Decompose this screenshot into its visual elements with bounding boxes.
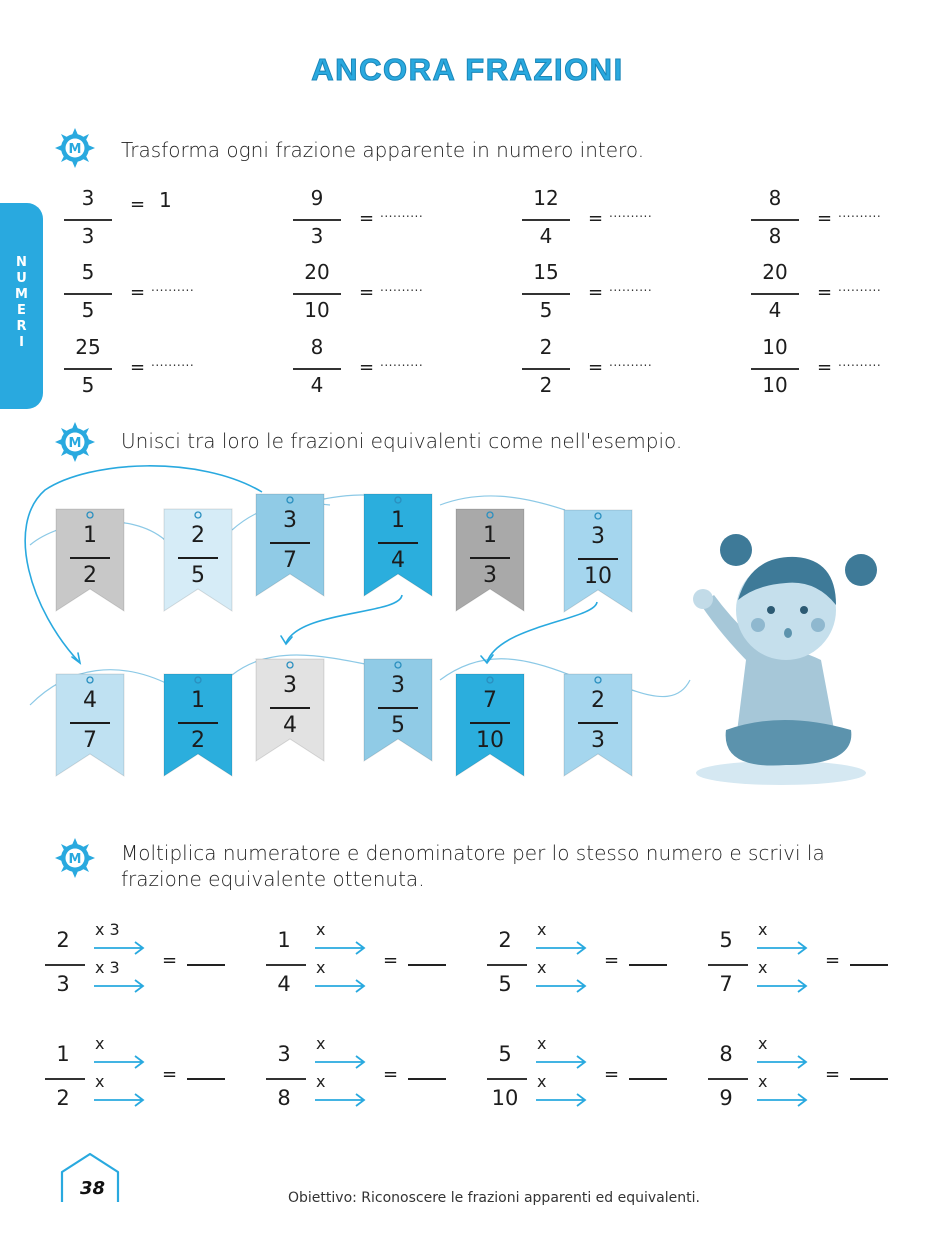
fraction-bar <box>487 964 527 966</box>
exercise3-instruction-line1: Moltiplica numeratore e denominatore per lo stesso numero e scrivi la <box>121 841 825 865</box>
fraction-numerator: 20 <box>762 260 788 284</box>
flag-fraction-bar <box>578 558 618 560</box>
multiply-arrow-icon <box>535 979 590 993</box>
multiplier-bottom[interactable]: x <box>758 958 768 977</box>
fraction <box>43 928 83 998</box>
equals-sign: = <box>588 208 604 229</box>
fraction-bar <box>708 964 748 966</box>
fraction-bar <box>266 1078 306 1080</box>
fraction-numerator: 2 <box>56 928 70 952</box>
multiply-arrow-icon <box>93 941 148 955</box>
fraction-denominator: 5 <box>539 298 553 322</box>
multiply-arrow-icon <box>93 1055 148 1069</box>
fraction-numerator: 3 <box>81 186 95 210</box>
flag-denominator: 10 <box>584 564 612 589</box>
fraction <box>264 1042 304 1112</box>
fraction-flag[interactable] <box>454 505 526 617</box>
answer-blank[interactable] <box>629 1078 667 1080</box>
fraction-numerator: 15 <box>533 260 559 284</box>
equals-sign: = <box>130 194 146 215</box>
multiply-arrow-icon <box>756 979 811 993</box>
fraction-denominator: 4 <box>277 972 291 996</box>
fraction <box>516 186 576 248</box>
flag-numerator: 1 <box>483 523 497 548</box>
equals-sign: = <box>162 950 178 971</box>
answer-blank[interactable]: .......... <box>838 280 882 294</box>
fraction-bar <box>64 293 112 295</box>
fraction <box>58 186 118 248</box>
fraction <box>516 260 576 322</box>
flag-fraction-bar <box>378 707 418 709</box>
page-title: ANCORA FRAZIONI <box>311 52 624 87</box>
equals-sign: = <box>588 282 604 303</box>
answer-blank[interactable]: .......... <box>151 355 195 369</box>
flag-denominator: 2 <box>83 563 97 588</box>
fraction-denominator: 10 <box>762 373 788 397</box>
fraction-denominator: 5 <box>498 972 512 996</box>
footer-objective: Obiettivo: Riconoscere le frazioni apparenti ed equivalenti. <box>288 1190 700 1206</box>
flag-numerator: 3 <box>283 508 297 533</box>
answer-blank[interactable]: .......... <box>609 355 653 369</box>
fraction-denominator: 4 <box>310 373 324 397</box>
flag-denominator: 2 <box>191 728 205 753</box>
multiply-arrow-icon <box>93 1093 148 1107</box>
fraction-denominator: 2 <box>56 1086 70 1110</box>
exercise-badge-icon <box>55 128 95 168</box>
fraction <box>745 335 805 397</box>
multiply-arrow-icon <box>314 1055 369 1069</box>
fraction-bar <box>751 293 799 295</box>
fraction-bar <box>45 1078 85 1080</box>
answer-blank[interactable]: .......... <box>838 355 882 369</box>
multiplier-top[interactable]: x <box>316 1034 326 1053</box>
equals-sign: = <box>383 950 399 971</box>
equals-sign: = <box>817 208 833 229</box>
fraction-bar <box>487 1078 527 1080</box>
multiply-arrow-icon <box>756 941 811 955</box>
svg-text:M: M <box>68 852 82 867</box>
fraction-bar <box>64 368 112 370</box>
fraction <box>264 928 304 998</box>
fraction-bar <box>293 293 341 295</box>
multiply-arrow-icon <box>756 1093 811 1107</box>
multiplier-top[interactable]: x <box>758 1034 768 1053</box>
fraction <box>287 186 347 248</box>
multiply-arrow-icon <box>535 1055 590 1069</box>
answer-value: 1 <box>159 188 172 212</box>
fraction-denominator: 2 <box>539 373 553 397</box>
equals-sign: = <box>359 357 375 378</box>
equals-sign: = <box>817 357 833 378</box>
answer-blank[interactable] <box>408 1078 446 1080</box>
answer-blank[interactable]: .......... <box>151 280 195 294</box>
answer-blank[interactable]: .......... <box>609 206 653 220</box>
fraction-denominator: 8 <box>768 224 782 248</box>
equals-sign: = <box>383 1064 399 1085</box>
multiplier-top[interactable]: x <box>537 1034 547 1053</box>
fraction-denominator: 3 <box>56 972 70 996</box>
flag-denominator: 5 <box>191 563 205 588</box>
fraction <box>485 1042 525 1112</box>
equals-sign: = <box>162 1064 178 1085</box>
flag-numerator: 1 <box>191 688 205 713</box>
fraction-bar <box>293 368 341 370</box>
flag-fraction-bar <box>378 542 418 544</box>
multiply-arrow-icon <box>314 1093 369 1107</box>
equals-sign: = <box>604 1064 620 1085</box>
multiply-arrow-icon <box>314 979 369 993</box>
equals-sign: = <box>817 282 833 303</box>
fraction-flag[interactable] <box>162 505 234 617</box>
fraction-flag[interactable] <box>254 655 326 767</box>
flag-numerator: 3 <box>391 673 405 698</box>
flag-numerator: 4 <box>83 688 97 713</box>
fraction-flag[interactable] <box>54 505 126 617</box>
side-tab-letter: R <box>16 319 27 334</box>
multiplier-bottom[interactable]: x <box>758 1072 768 1091</box>
fraction-denominator: 3 <box>81 224 95 248</box>
fraction-bar <box>522 293 570 295</box>
flag-fraction-bar <box>470 722 510 724</box>
fraction-flag[interactable] <box>54 670 126 782</box>
fraction-bar <box>751 368 799 370</box>
multiplier-bottom[interactable]: x <box>537 958 547 977</box>
fraction-numerator: 9 <box>310 186 324 210</box>
fraction-bar <box>751 219 799 221</box>
answer-blank[interactable]: .......... <box>380 355 424 369</box>
flag-numerator: 2 <box>591 688 605 713</box>
fraction-denominator: 9 <box>719 1086 733 1110</box>
answer-blank[interactable]: .......... <box>609 280 653 294</box>
side-tab-letter: U <box>16 271 27 286</box>
flag-denominator: 10 <box>476 728 504 753</box>
fraction-numerator: 1 <box>277 928 291 952</box>
fraction <box>43 1042 83 1112</box>
flag-fraction-bar <box>470 557 510 559</box>
fraction-flag[interactable] <box>454 670 526 782</box>
fraction-numerator: 5 <box>498 1042 512 1066</box>
side-tab-letter: E <box>17 303 26 318</box>
multiplier-top[interactable]: x 3 <box>95 920 120 939</box>
exercise3-instruction-line2: frazione equivalente ottenuta. <box>121 867 425 891</box>
fraction <box>745 260 805 322</box>
multiplier-top[interactable]: x <box>316 920 326 939</box>
answer-blank[interactable]: .......... <box>380 206 424 220</box>
fraction-numerator: 5 <box>719 928 733 952</box>
equals-sign: = <box>825 1064 841 1085</box>
multiply-arrow-icon <box>535 1093 590 1107</box>
section-side-tab <box>0 203 43 409</box>
fraction <box>287 260 347 322</box>
fraction-numerator: 20 <box>304 260 330 284</box>
page-number: 38 <box>80 1178 106 1199</box>
fraction-numerator: 12 <box>533 186 559 210</box>
equals-sign: = <box>588 357 604 378</box>
fraction <box>516 335 576 397</box>
flag-denominator: 5 <box>391 713 405 738</box>
equals-sign: = <box>604 950 620 971</box>
multiplier-bottom[interactable]: x <box>316 958 326 977</box>
fraction-denominator: 8 <box>277 1086 291 1110</box>
fraction-numerator: 8 <box>310 335 324 359</box>
multiply-arrow-icon <box>756 1055 811 1069</box>
multiplier-top[interactable]: x <box>758 920 768 939</box>
fraction-numerator: 10 <box>762 335 788 359</box>
svg-text:M: M <box>68 436 82 451</box>
flag-fraction-bar <box>270 707 310 709</box>
answer-blank[interactable] <box>187 964 225 966</box>
equals-sign: = <box>359 208 375 229</box>
equals-sign: = <box>130 357 146 378</box>
flag-fraction-bar <box>178 722 218 724</box>
multiplier-top[interactable]: x <box>95 1034 105 1053</box>
fraction-denominator: 10 <box>491 1086 519 1110</box>
fraction-flag[interactable] <box>254 490 326 602</box>
fraction-numerator: 2 <box>498 928 512 952</box>
multiplier-bottom[interactable]: x <box>95 1072 105 1091</box>
fraction-bar <box>708 1078 748 1080</box>
flag-fraction-bar <box>178 557 218 559</box>
answer-blank[interactable] <box>850 1078 888 1080</box>
flag-numerator: 3 <box>283 673 297 698</box>
flag-denominator: 3 <box>591 728 605 753</box>
flag-denominator: 3 <box>483 563 497 588</box>
fraction-flag[interactable] <box>162 670 234 782</box>
fraction-denominator: 4 <box>539 224 553 248</box>
answer-blank[interactable] <box>408 964 446 966</box>
fraction-denominator: 3 <box>310 224 324 248</box>
side-tab-letter: I <box>19 335 24 350</box>
equals-sign: = <box>130 282 146 303</box>
fraction-flag[interactable] <box>362 655 434 767</box>
fraction-bar <box>266 964 306 966</box>
fraction <box>745 186 805 248</box>
multiplier-bottom[interactable]: x <box>537 1072 547 1091</box>
flag-numerator: 2 <box>191 523 205 548</box>
fraction-numerator: 1 <box>56 1042 70 1066</box>
fraction-numerator: 25 <box>75 335 101 359</box>
flag-numerator: 1 <box>83 523 97 548</box>
answer-blank[interactable] <box>187 1078 225 1080</box>
fraction-bar <box>45 964 85 966</box>
flag-numerator: 7 <box>483 688 497 713</box>
fraction-numerator: 2 <box>539 335 553 359</box>
fraction <box>485 928 525 998</box>
flag-denominator: 4 <box>391 548 405 573</box>
exercise1-instruction: Trasforma ogni frazione apparente in numero intero. <box>121 138 645 162</box>
multiply-arrow-icon <box>314 941 369 955</box>
fraction-denominator: 5 <box>81 373 95 397</box>
child-illustration <box>676 525 886 790</box>
fraction-denominator: 10 <box>304 298 330 322</box>
fraction <box>706 928 746 998</box>
fraction-numerator: 5 <box>81 260 95 284</box>
fraction-numerator: 8 <box>768 186 782 210</box>
fraction-flag[interactable] <box>562 506 634 618</box>
flag-fraction-bar <box>578 722 618 724</box>
flag-numerator: 3 <box>591 524 605 549</box>
fraction-denominator: 4 <box>768 298 782 322</box>
fraction-denominator: 5 <box>81 298 95 322</box>
exercise2-instruction: Unisci tra loro le frazioni equivalenti come nell'esempio. <box>121 429 683 453</box>
fraction-flag[interactable] <box>362 490 434 602</box>
equals-sign: = <box>359 282 375 303</box>
answer-blank[interactable]: .......... <box>380 280 424 294</box>
fraction <box>58 335 118 397</box>
flag-denominator: 7 <box>83 728 97 753</box>
exercise-badge-icon <box>55 838 95 878</box>
fraction <box>287 335 347 397</box>
fraction-numerator: 8 <box>719 1042 733 1066</box>
multiplier-bottom[interactable]: x <box>316 1072 326 1091</box>
fraction-bar <box>522 368 570 370</box>
fraction-bar <box>64 219 112 221</box>
svg-text:M: M <box>68 142 82 157</box>
fraction-flag[interactable] <box>562 670 634 782</box>
answer-blank[interactable] <box>850 964 888 966</box>
fraction <box>58 260 118 322</box>
answer-blank[interactable]: .......... <box>838 206 882 220</box>
flag-fraction-bar <box>270 542 310 544</box>
multiply-arrow-icon <box>93 979 148 993</box>
side-tab-letter: N <box>16 255 27 270</box>
multiplier-top[interactable]: x <box>537 920 547 939</box>
fraction-bar <box>522 219 570 221</box>
fraction-denominator: 7 <box>719 972 733 996</box>
flag-fraction-bar <box>70 722 110 724</box>
flag-fraction-bar <box>70 557 110 559</box>
side-tab-letter: M <box>15 287 28 302</box>
multiply-arrow-icon <box>535 941 590 955</box>
flag-denominator: 4 <box>283 713 297 738</box>
fraction-numerator: 3 <box>277 1042 291 1066</box>
answer-blank[interactable] <box>629 964 667 966</box>
fraction-bar <box>293 219 341 221</box>
fraction <box>706 1042 746 1112</box>
equals-sign: = <box>825 950 841 971</box>
multiplier-bottom[interactable]: x 3 <box>95 958 120 977</box>
flag-denominator: 7 <box>283 548 297 573</box>
flag-numerator: 1 <box>391 508 405 533</box>
